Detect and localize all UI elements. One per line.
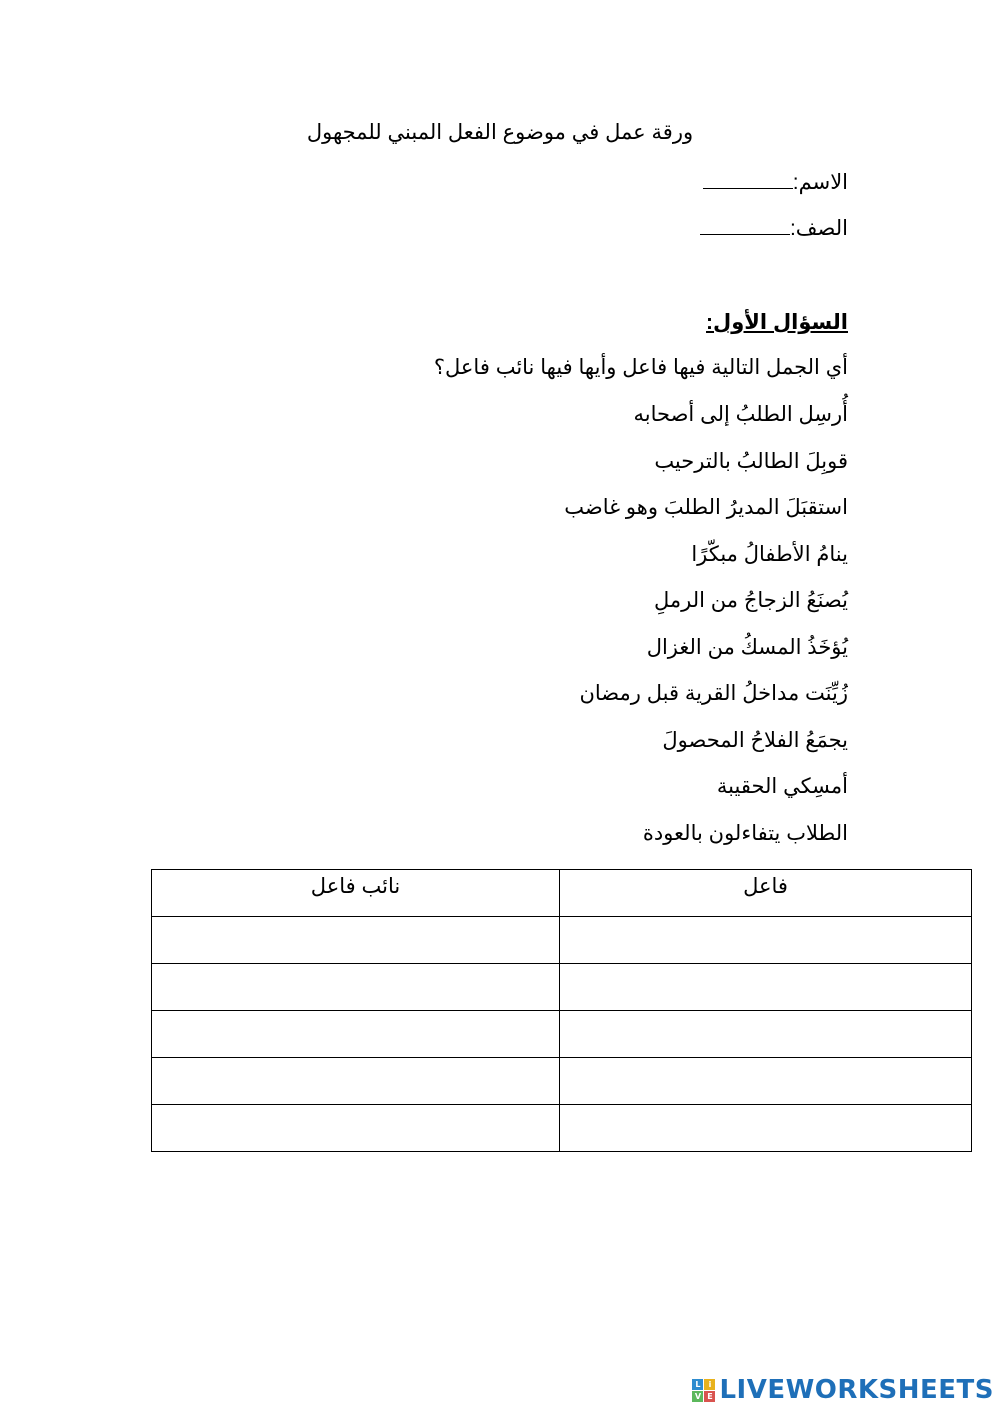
header-subject: فاعل [560, 870, 972, 917]
answer-cell-subject[interactable] [560, 1011, 972, 1058]
answer-cell-passive-subject[interactable] [152, 964, 560, 1011]
table-header-row [152, 870, 972, 917]
logo-letter: V [692, 1391, 703, 1402]
sentence-item: يجمَعُ الفلاحُ المحصولَ [662, 728, 848, 752]
answer-cell-passive-subject[interactable] [152, 1105, 560, 1152]
question-1-prompt: أي الجمل التالية فيها فاعل وأيها فيها نائب فاعل؟ [433, 356, 848, 379]
sentence-item: قوبِلَ الطالبُ بالترحيب [654, 449, 848, 473]
table-row [152, 917, 972, 964]
answer-cell-passive-subject[interactable] [152, 917, 560, 964]
student-class-field [700, 216, 848, 241]
answer-cell-subject[interactable] [560, 964, 972, 1011]
sentence-item: يُصنَعُ الزجاجُ من الرملِ [653, 589, 848, 612]
name-label: الاسم: [792, 171, 848, 194]
student-name-field [703, 170, 848, 195]
table-row [152, 1105, 972, 1152]
table-row [152, 1058, 972, 1105]
table-row [152, 964, 972, 1011]
answer-table [151, 869, 972, 1152]
answer-cell-subject[interactable] [560, 1105, 972, 1152]
sentence-list [564, 392, 848, 857]
table-row [152, 1011, 972, 1058]
answer-cell-passive-subject[interactable] [152, 1011, 560, 1058]
sentence-item: استقبَلَ المديرُ الطلبَ وهو غاضب [564, 496, 848, 519]
sentence-item: يُؤخَذُ المسكُ من الغزال [646, 635, 848, 659]
brand-name: LIVEWORKSHEETS [719, 1375, 994, 1405]
question-1-heading: السؤال الأول: [706, 311, 848, 334]
header-passive-subject: نائب فاعل [152, 870, 560, 917]
answer-cell-subject[interactable] [560, 1058, 972, 1105]
sentence-item: أُرسِل الطلبُ إلى أصحابه [633, 403, 848, 426]
answer-cell-passive-subject[interactable] [152, 1058, 560, 1105]
class-blank-line[interactable] [700, 216, 790, 235]
sentence-item: الطلاب يتفاءلون بالعودة [642, 821, 848, 845]
logo-letter: E [704, 1391, 715, 1402]
page-title: ورقة عمل في موضوع الفعل المبني للمجهول [306, 121, 694, 144]
logo-letter: L [692, 1379, 703, 1390]
logo-letter: i [704, 1379, 715, 1390]
name-blank-line[interactable] [703, 170, 793, 189]
sentence-item: ينامُ الأطفالُ مبكّرًا [691, 542, 848, 566]
answer-cell-subject[interactable] [560, 917, 972, 964]
class-label: الصف: [789, 217, 848, 240]
liveworksheets-logo-icon [692, 1379, 715, 1402]
sentence-item: أمسِكي الحقيبة [716, 775, 848, 798]
sentence-item: زُيِّنَت مداخلُ القرية قبل رمضان [579, 682, 848, 705]
liveworksheets-logo[interactable] [692, 1375, 994, 1405]
